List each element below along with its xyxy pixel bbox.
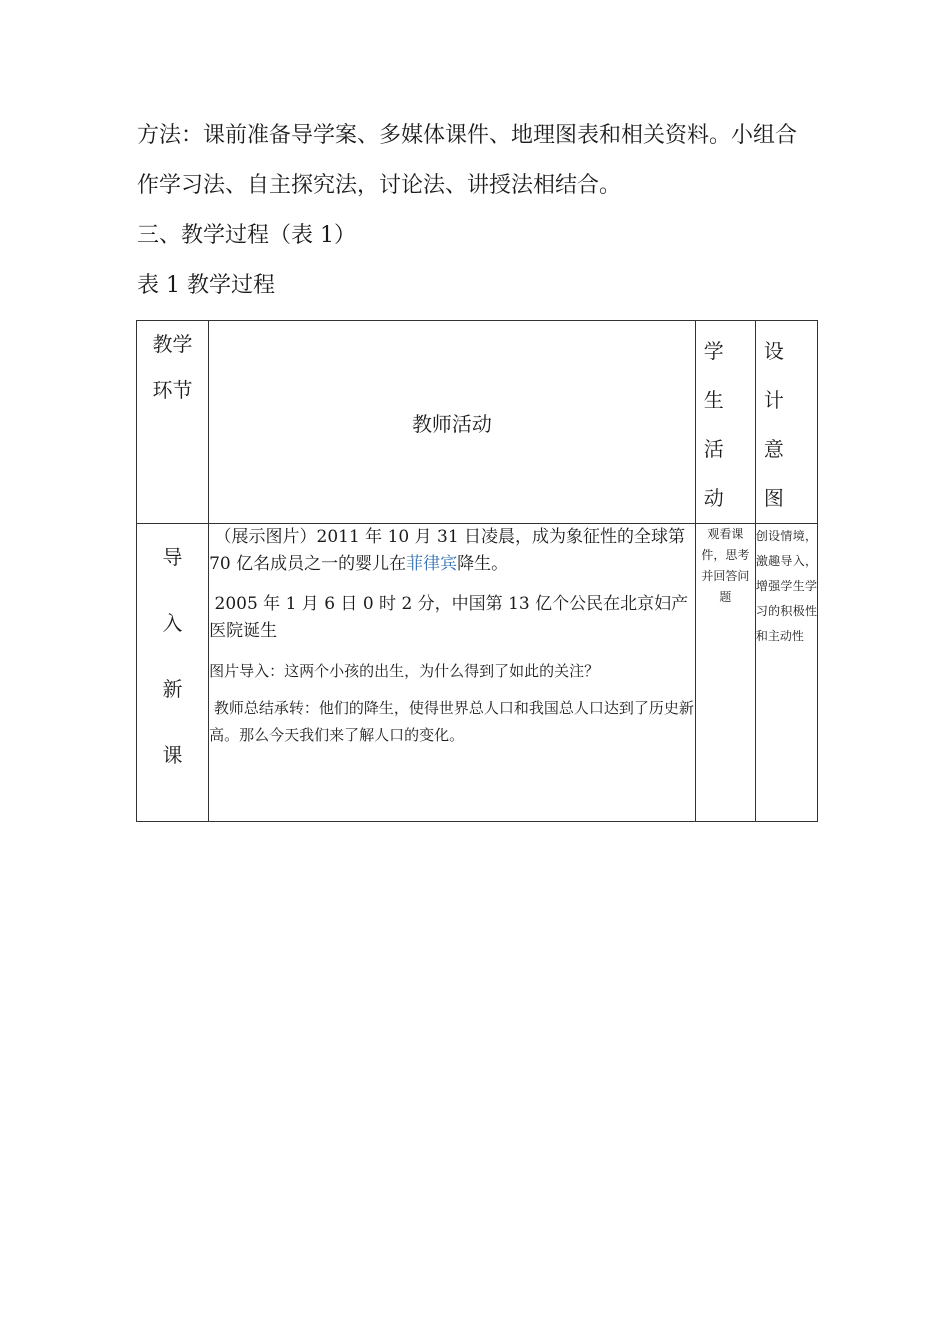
header-design-char: 计	[763, 388, 784, 412]
stage-char: 新	[162, 677, 183, 701]
teacher-paragraph-2	[209, 591, 695, 645]
header-stage-line-2: 环节	[152, 378, 193, 402]
teacher-p4-text: 教师总结承转：他们的降生，使得世界总人口和我国总人口达到了历史新高。那么今天我们来了解人口的变化。	[209, 699, 694, 744]
header-student-char: 活	[703, 437, 724, 461]
header-design-char: 图	[763, 486, 784, 510]
stage-cell	[137, 524, 209, 822]
teacher-activity-cell	[209, 524, 696, 822]
header-student-char: 生	[703, 388, 724, 412]
header-design-char: 意	[763, 437, 784, 461]
design-intent-cell: 创设情境，激趣导入，增强学生学习的积极性和主动性	[755, 524, 817, 822]
header-student-char: 学	[703, 339, 724, 363]
table-header-row	[137, 321, 818, 524]
header-stage	[137, 321, 209, 524]
teacher-paragraph-1	[209, 524, 695, 578]
table-caption: 表 1 教学过程	[137, 273, 275, 298]
philippines-link[interactable]: 菲律宾	[406, 554, 458, 574]
method-line-2: 作学习法、自主探究法，讨论法、讲授法相结合。	[137, 173, 622, 198]
teacher-p2-text: 2005 年 1 月 6 日 0 时 2 分，中国第 13 亿个公民在北京妇产医院诞生	[209, 594, 689, 641]
stage-char: 导	[162, 545, 183, 569]
header-student	[695, 321, 755, 524]
header-student-char: 动	[703, 486, 724, 510]
teaching-process-table	[136, 320, 818, 822]
header-teacher: 教师活动	[209, 321, 696, 524]
header-stage-line-1: 教学	[152, 332, 193, 356]
teacher-paragraph-4	[209, 695, 695, 749]
teacher-paragraph-3: 图片导入：这两个小孩的出生，为什么得到了如此的关注？	[209, 662, 600, 680]
section-heading: 三、教学过程（表 1）	[137, 223, 356, 248]
header-design-char: 设	[763, 339, 784, 363]
stage-char: 入	[162, 611, 183, 635]
table-row	[137, 524, 818, 822]
teacher-p1-tail: 降生。	[457, 554, 509, 574]
header-design	[755, 321, 817, 524]
stage-char: 课	[162, 743, 183, 767]
student-activity-cell: 观看课件，思考并回答问题	[695, 524, 755, 822]
teacher-p1-text: （展示图片）2011 年 10 月 31 日凌晨，成为象征性的全球第 70 亿名成员之一的婴儿在	[209, 527, 686, 574]
method-line-1: 方法：课前准备导学案、多媒体课件、地理图表和相关资料。小组合	[137, 123, 798, 148]
